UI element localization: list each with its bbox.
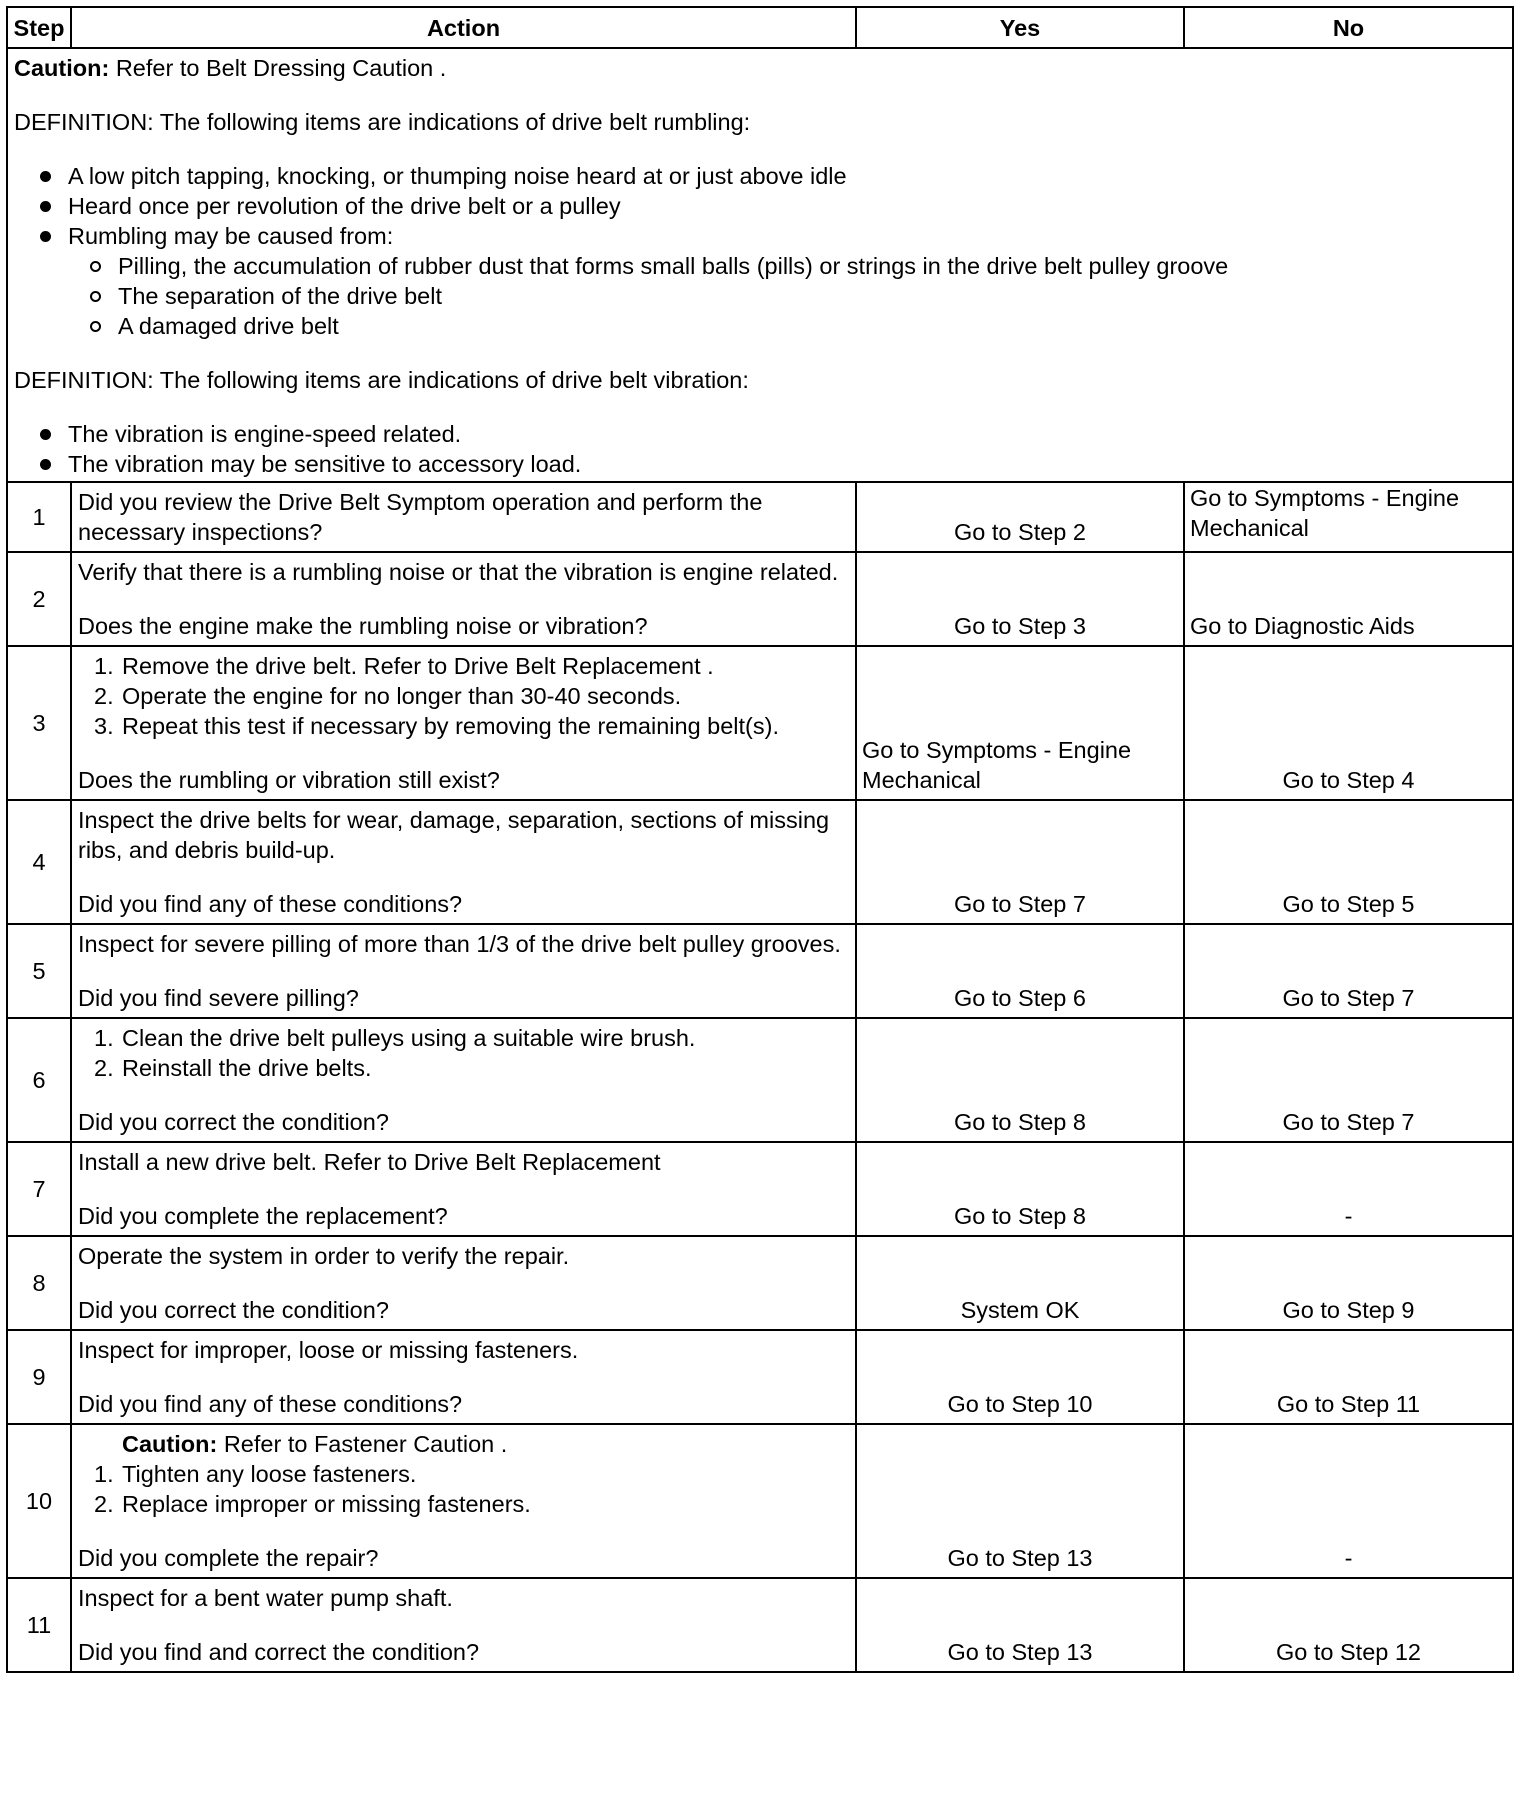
action-steps-list [78,1459,849,1519]
table-row [7,1578,1513,1672]
step-number: 9 [7,1330,71,1424]
action-cell [71,1236,856,1330]
vibration-bullet-list [14,419,1506,479]
action-text: Did you review the Drive Belt Symptom operation and perform the necessary inspections? [78,489,763,545]
definition-rumbling: DEFINITION: The following items are indications of drive belt rumbling: [14,109,751,135]
action-cell [71,1330,856,1424]
no-cell: Go to Step 9 [1184,1236,1513,1330]
action-cell [71,646,856,800]
header-no: No [1184,7,1513,48]
list-item-text: Reinstall the drive belts. [122,1055,372,1081]
table-row [7,1142,1513,1236]
action-cell [71,482,856,552]
step-caution [78,1429,849,1459]
table-row [7,924,1513,1018]
header-step: Step [7,7,71,48]
header-yes: Yes [856,7,1184,48]
list-item: Pilling, the accumulation of rubber dust that forms small balls (pills) or strings in the drive belt pulley groove [88,251,1506,281]
list-item: The separation of the drive belt [88,281,1506,311]
yes-cell: Go to Step 10 [856,1330,1184,1424]
yes-cell: Go to Step 8 [856,1018,1184,1142]
list-item: A low pitch tapping, knocking, or thumping noise heard at or just above idle [38,161,1506,191]
no-cell: Go to Step 7 [1184,924,1513,1018]
list-item: 1. Clean the drive belt pulleys using a suitable wire brush. [94,1025,696,1051]
list-item-text: Operate the engine for no longer than 30-40 seconds. [122,683,682,709]
action-text: Verify that there is a rumbling noise or that the vibration is engine related. [78,559,839,585]
action-question: Did you correct the condition? [78,1109,389,1135]
list-item: 2. Reinstall the drive belts. [94,1055,372,1081]
list-item: 2. Operate the engine for no longer than 30-40 seconds. [94,683,682,709]
list-item-text: Remove the drive belt. Refer to Drive Belt Replacement . [122,653,714,679]
action-cell [71,552,856,646]
action-cell [71,1018,856,1142]
list-item: 3. Repeat this test if necessary by removing the remaining belt(s). [94,713,779,739]
step-number: 10 [7,1424,71,1578]
step-number: 3 [7,646,71,800]
no-cell: Go to Step 4 [1184,646,1513,800]
list-item-label: Rumbling may be caused from: [68,223,394,249]
intro-caution [14,53,1506,83]
yes-cell: Go to Symptoms - Engine Mechanical [856,646,1184,800]
table-row [7,646,1513,800]
table-row [7,1236,1513,1330]
list-item: 1. Tighten any loose fasteners. [94,1461,417,1487]
action-text: Inspect for severe pilling of more than 1/3 of the drive belt pulley grooves. [78,931,841,957]
yes-cell: Go to Step 8 [856,1142,1184,1236]
yes-cell: Go to Step 13 [856,1424,1184,1578]
action-question: Did you complete the replacement? [78,1203,448,1229]
action-question: Does the engine make the rumbling noise or vibration? [78,613,648,639]
yes-cell: Go to Step 7 [856,800,1184,924]
table-row [7,800,1513,924]
list-item-text: Replace improper or missing fasteners. [122,1491,531,1517]
list-item: The vibration may be sensitive to accessory load. [38,449,1506,479]
action-steps-list [78,651,849,741]
step-number: 2 [7,552,71,646]
list-item [38,221,1506,341]
action-steps-list [78,1023,849,1083]
rumbling-bullet-list [14,161,1506,341]
step-number: 1 [7,482,71,552]
step-number: 4 [7,800,71,924]
header-action: Action [71,7,856,48]
action-text: Inspect the drive belts for wear, damage, separation, sections of missing ribs, and debris build-up. [78,807,830,863]
diagnostic-table [6,6,1514,1673]
action-question: Did you find any of these conditions? [78,891,463,917]
yes-cell: Go to Step 6 [856,924,1184,1018]
table-row [7,1330,1513,1424]
intro-row [7,48,1513,482]
list-item: 1. Remove the drive belt. Refer to Drive Belt Replacement . [94,653,714,679]
action-cell [71,1578,856,1672]
list-item-text: Clean the drive belt pulleys using a suitable wire brush. [122,1025,696,1051]
action-text: Operate the system in order to verify the repair. [78,1243,570,1269]
list-item-text: Repeat this test if necessary by removing the remaining belt(s). [122,713,779,739]
table-row [7,482,1513,552]
action-text: Inspect for a bent water pump shaft. [78,1585,453,1611]
header-row [7,7,1513,48]
no-cell: - [1184,1142,1513,1236]
action-text: Inspect for improper, loose or missing fasteners. [78,1337,579,1363]
step-number: 8 [7,1236,71,1330]
list-item: A damaged drive belt [88,311,1506,341]
action-cell [71,1424,856,1578]
table-row [7,1424,1513,1578]
action-cell [71,800,856,924]
no-cell: Go to Symptoms - Engine Mechanical [1184,482,1513,552]
action-question: Does the rumbling or vibration still exist? [78,767,500,793]
action-text: Install a new drive belt. Refer to Drive Belt Replacement [78,1149,661,1175]
action-question: Did you complete the repair? [78,1545,379,1571]
step-number: 6 [7,1018,71,1142]
caution-text: Refer to Belt Dressing Caution . [109,55,447,81]
no-cell: Go to Step 12 [1184,1578,1513,1672]
action-question: Did you find severe pilling? [78,985,359,1011]
yes-cell: Go to Step 3 [856,552,1184,646]
list-item: Heard once per revolution of the drive belt or a pulley [38,191,1506,221]
table-row [7,1018,1513,1142]
no-cell: - [1184,1424,1513,1578]
rumbling-cause-list [68,251,1506,341]
yes-cell: Go to Step 13 [856,1578,1184,1672]
no-cell: Go to Diagnostic Aids [1184,552,1513,646]
yes-cell: Go to Step 2 [856,482,1184,552]
action-question: Did you find and correct the condition? [78,1639,480,1665]
caution-label: Caution: [122,1431,218,1457]
step-number: 7 [7,1142,71,1236]
action-cell [71,1142,856,1236]
definition-vibration: DEFINITION: The following items are indications of drive belt vibration: [14,367,749,393]
table-row [7,552,1513,646]
list-item-text: Tighten any loose fasteners. [122,1461,417,1487]
action-question: Did you correct the condition? [78,1297,389,1323]
step-number: 11 [7,1578,71,1672]
caution-text: Refer to Fastener Caution . [217,1431,508,1457]
list-item: The vibration is engine-speed related. [38,419,1506,449]
action-cell [71,924,856,1018]
no-cell: Go to Step 11 [1184,1330,1513,1424]
yes-cell: System OK [856,1236,1184,1330]
caution-label: Caution: [14,55,110,81]
list-item: 2. Replace improper or missing fasteners. [94,1491,531,1517]
action-question: Did you find any of these conditions? [78,1391,463,1417]
no-cell: Go to Step 7 [1184,1018,1513,1142]
step-number: 5 [7,924,71,1018]
intro-cell [7,48,1513,482]
no-cell: Go to Step 5 [1184,800,1513,924]
